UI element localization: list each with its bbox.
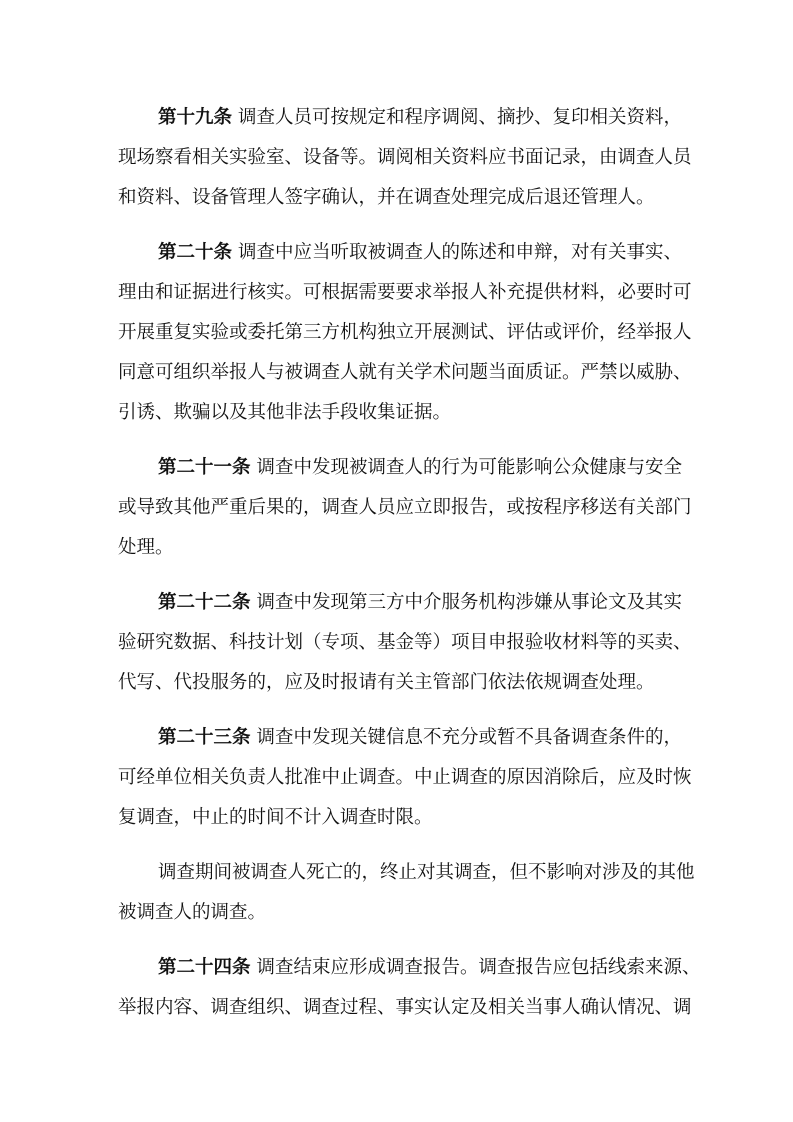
- text-line: [118, 178, 678, 218]
- text-line: [118, 488, 692, 528]
- text-line: [118, 233, 683, 273]
- line-text: 调查人员可按规定和程序调阅、摘抄、复印相关资料，: [238, 107, 683, 128]
- line-text: 代写、代投服务的，应及时报请有关主管部门依法依规调查处理。: [118, 672, 655, 693]
- article-heading: 第二十四条: [158, 957, 251, 978]
- text-line: [118, 353, 692, 393]
- line-text: 调查结束应形成调查报告。调查报告应包括线索来源、: [256, 957, 701, 978]
- article-paragraph: [118, 233, 692, 433]
- text-line: [118, 98, 683, 138]
- text-line: [118, 798, 678, 838]
- article-paragraph: [118, 948, 701, 1028]
- text-line: [118, 893, 678, 933]
- article-heading: 第二十二条: [158, 592, 251, 613]
- article-paragraph: [118, 448, 692, 568]
- line-text: 调查中发现关键信息不充分或暂不具备调查条件的，: [256, 727, 683, 748]
- text-line: [118, 393, 678, 433]
- line-text: 被调查人的调查。: [118, 902, 267, 923]
- text-line: [118, 623, 692, 663]
- article-heading: 第十九条: [158, 107, 233, 128]
- text-line: [118, 988, 692, 1028]
- line-text: 开展重复实验或委托第三方机构独立开展测试、评估或评价，经举报人: [118, 322, 692, 343]
- line-text: 可经单位相关负责人批准中止调查。中止调查的原因消除后，应及时恢: [118, 767, 692, 788]
- text-line: [118, 138, 692, 178]
- text-line: [118, 313, 692, 353]
- text-line: [118, 583, 683, 623]
- article-paragraph: [118, 583, 692, 703]
- article-paragraph: [118, 853, 695, 933]
- text-line: [118, 273, 692, 313]
- line-text: 调查中应当听取被调查人的陈述和申辩，对有关事实、: [238, 242, 683, 263]
- line-text: 调查中发现第三方中介服务机构涉嫌从事论文及其实: [256, 592, 683, 613]
- text-line: [118, 758, 692, 798]
- line-text: 调查期间被调查人死亡的，终止对其调查，但不影响对涉及的其他: [158, 862, 695, 883]
- text-line: [118, 448, 683, 488]
- article-paragraph: [118, 98, 692, 218]
- line-text: 和资料、设备管理人签字确认，并在调查处理完成后退还管理人。: [118, 187, 655, 208]
- document-page: [118, 98, 701, 1043]
- text-line: [118, 853, 695, 893]
- line-text: 引诱、欺骗以及其他非法手段收集证据。: [118, 402, 452, 423]
- article-heading: 第二十一条: [158, 457, 251, 478]
- text-line: [118, 663, 678, 703]
- line-text: 理由和证据进行核实。可根据需要要求举报人补充提供材料，必要时可: [118, 282, 692, 303]
- article-paragraph: [118, 718, 692, 838]
- article-heading: 第二十三条: [158, 727, 251, 748]
- line-text: 或导致其他严重后果的，调查人员应立即报告，或按程序移送有关部门: [118, 497, 692, 518]
- line-text: 现场察看相关实验室、设备等。调阅相关资料应书面记录，由调查人员: [118, 147, 692, 168]
- line-text: 处理。: [118, 537, 174, 558]
- line-text: 验研究数据、科技计划（专项、基金等）项目申报验收材料等的买卖、: [118, 632, 692, 653]
- line-text: 同意可组织举报人与被调查人就有关学术问题当面质证。严禁以威胁、: [118, 362, 692, 383]
- text-line: [118, 718, 683, 758]
- text-line: [118, 528, 678, 568]
- line-text: 调查中发现被调查人的行为可能影响公众健康与安全: [256, 457, 683, 478]
- line-text: 复调查，中止的时间不计入调查时限。: [118, 807, 433, 828]
- article-heading: 第二十条: [158, 242, 233, 263]
- text-line: [118, 948, 701, 988]
- line-text: 举报内容、调查组织、调查过程、事实认定及相关当事人确认情况、调: [118, 997, 692, 1018]
